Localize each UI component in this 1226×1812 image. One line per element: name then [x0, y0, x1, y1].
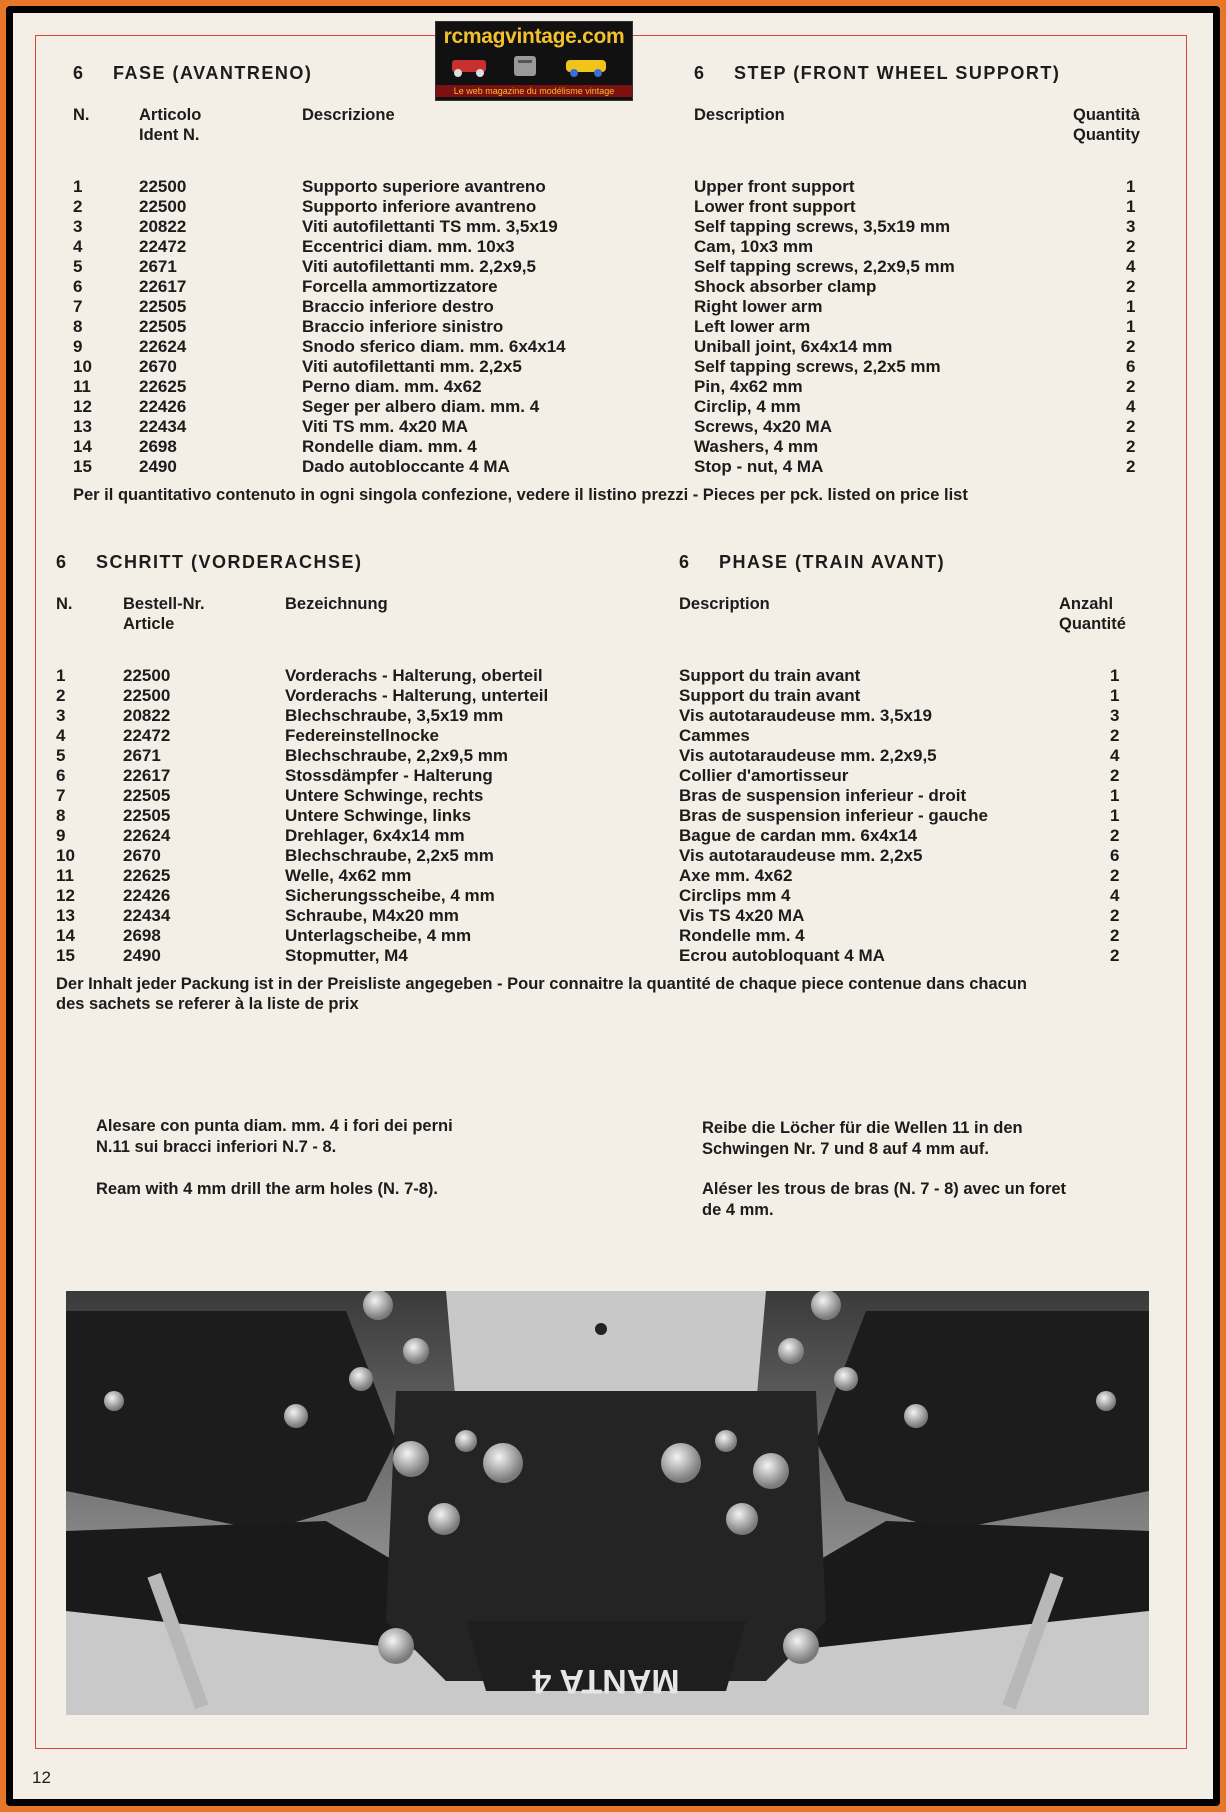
- de-col-desc: Bezeichnung: [285, 595, 388, 613]
- row-desc-de: Vorderachs - Halterung, oberteil: [285, 666, 543, 685]
- row-qty: 2: [1110, 946, 1120, 965]
- row-number: 10: [56, 846, 75, 865]
- row-desc-de: Blechschraube, 2,2x5 mm: [285, 846, 494, 865]
- row-article: 22500: [139, 177, 187, 196]
- chassis-photo: [66, 1291, 1149, 1715]
- row-qty: 2: [1126, 457, 1136, 476]
- row-article: 2670: [123, 846, 161, 865]
- row-desc-fr: Circlips mm 4: [679, 886, 791, 905]
- it-col-n: N.: [73, 106, 90, 124]
- row-desc-de: Welle, 4x62 mm: [285, 866, 412, 885]
- row-qty: 1: [1126, 197, 1136, 216]
- row-qty: 2: [1126, 437, 1136, 456]
- row-number: 4: [73, 237, 83, 256]
- row-number: 13: [73, 417, 92, 436]
- row-number: 1: [73, 177, 83, 196]
- row-desc-en: Uniball joint, 6x4x14 mm: [694, 337, 893, 356]
- row-number: 9: [73, 337, 83, 356]
- row-article: 2490: [123, 946, 161, 965]
- row-qty: 1: [1126, 297, 1136, 316]
- row-desc-en: Circlip, 4 mm: [694, 397, 801, 416]
- row-desc-en: Upper front support: [694, 177, 855, 196]
- row-number: 15: [73, 457, 92, 476]
- row-article: 22624: [123, 826, 171, 845]
- instruction-de: Reibe die Löcher für die Wellen 11 in den Schwingen Nr. 7 und 8 auf 4 mm auf.: [702, 1119, 1023, 1158]
- row-article: 22505: [123, 806, 171, 825]
- row-qty: 2: [1110, 926, 1120, 945]
- row-desc-en: Washers, 4 mm: [694, 437, 819, 456]
- row-article: 22617: [139, 277, 187, 296]
- it-col-desc: Descrizione: [302, 106, 395, 124]
- row-qty: 3: [1110, 706, 1120, 725]
- row-qty: 2: [1126, 277, 1136, 296]
- row-desc-it: Eccentrici diam. mm. 10x3: [302, 237, 515, 256]
- row-desc-fr: Collier d'amortisseur: [679, 766, 849, 785]
- row-qty: 2: [1110, 726, 1120, 745]
- row-desc-de: Schraube, M4x20 mm: [285, 906, 459, 925]
- row-article: 2671: [123, 746, 161, 765]
- row-desc-de: Stossdämpfer - Halterung: [285, 766, 493, 785]
- site-logo: [435, 21, 633, 101]
- row-qty: 1: [1126, 317, 1136, 336]
- row-qty: 6: [1110, 846, 1120, 865]
- row-article: 22434: [123, 906, 171, 925]
- manual-page: [13, 13, 1213, 1799]
- row-qty: 4: [1126, 257, 1136, 276]
- row-number: 8: [56, 806, 66, 825]
- row-desc-it: Viti autofilettanti mm. 2,2x5: [302, 357, 522, 376]
- row-desc-de: Untere Schwinge, links: [285, 806, 472, 825]
- it-col-article: Articolo Ident N.: [139, 106, 202, 144]
- de-fr-note: Der Inhalt jeder Packung ist in der Preisliste angegeben - Pour connaitre la quantité de chaque piece contenue dans chacun des sachets se referer à la liste de prix: [56, 975, 1027, 1013]
- row-desc-en: Left lower arm: [694, 317, 811, 336]
- row-qty: 1: [1110, 806, 1120, 825]
- row-number: 11: [73, 377, 91, 396]
- de-col-n: N.: [56, 595, 73, 613]
- row-desc-de: Vorderachs - Halterung, unterteil: [285, 686, 549, 705]
- row-desc-it: Braccio inferiore sinistro: [302, 317, 504, 336]
- row-desc-de: Blechschraube, 3,5x19 mm: [285, 706, 504, 725]
- row-desc-fr: Support du train avant: [679, 666, 861, 685]
- row-article: 2670: [139, 357, 177, 376]
- row-desc-de: Untere Schwinge, rechts: [285, 786, 484, 805]
- row-article: 22500: [123, 666, 171, 685]
- row-qty: 2: [1110, 906, 1120, 925]
- row-desc-it: Supporto superiore avantreno: [302, 177, 546, 196]
- row-desc-fr: Cammes: [679, 726, 750, 745]
- row-desc-de: Blechschraube, 2,2x9,5 mm: [285, 746, 509, 765]
- de-step-title: SCHRITT (VORDERACHSE): [96, 552, 363, 572]
- chassis-plate-text: MANTA 4: [532, 1662, 680, 1700]
- row-desc-fr: Bras de suspension inferieur - gauche: [679, 806, 988, 825]
- row-qty: 1: [1110, 666, 1120, 685]
- row-qty: 2: [1110, 866, 1120, 885]
- row-desc-de: Drehlager, 6x4x14 mm: [285, 826, 465, 845]
- row-qty: 1: [1110, 786, 1120, 805]
- row-qty: 4: [1110, 746, 1120, 765]
- row-article: 22625: [139, 377, 187, 396]
- row-desc-fr: Vis autotaraudeuse mm. 2,2x5: [679, 846, 923, 865]
- logo-tagline: Le web magazine du modélisme vintage: [436, 85, 632, 97]
- de-col-article: Bestell-Nr. Article: [123, 595, 205, 633]
- row-number: 12: [56, 886, 75, 905]
- fr-col-qty: Anzahl Quantité: [1059, 595, 1126, 633]
- fr-col-desc: Description: [679, 595, 770, 613]
- row-qty: 2: [1110, 826, 1120, 845]
- row-desc-fr: Ecrou autobloquant 4 MA: [679, 946, 885, 965]
- row-desc-fr: Rondelle mm. 4: [679, 926, 805, 945]
- row-desc-fr: Bague de cardan mm. 6x4x14: [679, 826, 918, 845]
- row-number: 11: [56, 866, 74, 885]
- row-number: 5: [56, 746, 66, 765]
- row-article: 22505: [139, 317, 187, 336]
- row-qty: 4: [1126, 397, 1136, 416]
- row-article: 22472: [139, 237, 187, 256]
- row-number: 3: [56, 706, 66, 725]
- row-desc-fr: Bras de suspension inferieur - droit: [679, 786, 967, 805]
- row-number: 6: [73, 277, 83, 296]
- row-qty: 4: [1110, 886, 1120, 905]
- row-number: 4: [56, 726, 66, 745]
- row-desc-it: Seger per albero diam. mm. 4: [302, 397, 540, 416]
- row-number: 8: [73, 317, 83, 336]
- en-col-qty: Quantità Quantity: [1073, 106, 1140, 144]
- row-desc-en: Right lower arm: [694, 297, 823, 316]
- de-step-number: 6: [56, 552, 67, 572]
- row-qty: 3: [1126, 217, 1136, 236]
- row-article: 22472: [123, 726, 171, 745]
- row-desc-fr: Support du train avant: [679, 686, 861, 705]
- row-article: 22617: [123, 766, 171, 785]
- it-step-title: FASE (AVANTRENO): [113, 63, 313, 83]
- instruction-en: Ream with 4 mm drill the arm holes (N. 7-8).: [96, 1180, 438, 1198]
- page-number: 12: [32, 1768, 51, 1787]
- row-number: 10: [73, 357, 92, 376]
- row-desc-it: Viti autofilettanti mm. 2,2x9,5: [302, 257, 536, 276]
- it-step-number: 6: [73, 63, 84, 83]
- en-step-title: STEP (FRONT WHEEL SUPPORT): [734, 63, 1061, 83]
- row-desc-de: Federeinstellnocke: [285, 726, 440, 745]
- row-article: 2490: [139, 457, 177, 476]
- row-desc-de: Unterlagscheibe, 4 mm: [285, 926, 472, 945]
- row-article: 2698: [139, 437, 177, 456]
- row-article: 22434: [139, 417, 187, 436]
- row-number: 3: [73, 217, 83, 236]
- instruction-fr: Aléser les trous de bras (N. 7 - 8) avec un foret de 4 mm.: [702, 1180, 1067, 1219]
- row-desc-it: Viti TS mm. 4x20 MA: [302, 417, 468, 436]
- row-number: 13: [56, 906, 75, 925]
- row-desc-en: Stop - nut, 4 MA: [694, 457, 824, 476]
- logo-cars-icon: [448, 54, 620, 78]
- row-article: 22505: [123, 786, 171, 805]
- row-qty: 2: [1126, 417, 1136, 436]
- row-desc-en: Cam, 10x3 mm: [694, 237, 814, 256]
- row-qty: 2: [1110, 766, 1120, 785]
- row-desc-it: Dado autobloccante 4 MA: [302, 457, 510, 476]
- row-desc-de: Stopmutter, M4: [285, 946, 408, 965]
- chassis-illustration: [66, 1291, 1149, 1715]
- row-desc-it: Braccio inferiore destro: [302, 297, 494, 316]
- row-qty: 2: [1126, 377, 1136, 396]
- row-number: 1: [56, 666, 66, 685]
- row-desc-it: Forcella ammortizzatore: [302, 277, 498, 296]
- row-number: 5: [73, 257, 83, 276]
- row-number: 2: [73, 197, 83, 216]
- row-article: 22426: [123, 886, 171, 905]
- row-qty: 1: [1110, 686, 1120, 705]
- row-desc-fr: Vis TS 4x20 MA: [679, 906, 805, 925]
- row-desc-fr: Axe mm. 4x62: [679, 866, 793, 885]
- row-article: 20822: [139, 217, 187, 236]
- row-desc-fr: Vis autotaraudeuse mm. 3,5x19: [679, 706, 932, 725]
- row-article: 22500: [123, 686, 171, 705]
- row-desc-en: Self tapping screws, 3,5x19 mm: [694, 217, 951, 236]
- row-desc-en: Self tapping screws, 2,2x5 mm: [694, 357, 941, 376]
- row-article: 22625: [123, 866, 171, 885]
- row-desc-en: Lower front support: [694, 197, 856, 216]
- row-desc-it: Viti autofilettanti TS mm. 3,5x19: [302, 217, 558, 236]
- fr-step-number: 6: [679, 552, 690, 572]
- logo-brand: rcmagvintage.com: [443, 25, 625, 48]
- row-qty: 2: [1126, 337, 1136, 356]
- row-number: 15: [56, 946, 75, 965]
- row-number: 7: [73, 297, 83, 316]
- en-col-desc: Description: [694, 106, 785, 124]
- row-desc-it: Perno diam. mm. 4x62: [302, 377, 482, 396]
- en-step-number: 6: [694, 63, 705, 83]
- row-article: 2698: [123, 926, 161, 945]
- it-en-note: Per il quantitativo contenuto in ogni singola confezione, vedere il listino prezzi - Pieces per pck. listed on price list: [73, 486, 968, 504]
- row-number: 2: [56, 686, 66, 705]
- row-number: 12: [73, 397, 92, 416]
- row-desc-it: Rondelle diam. mm. 4: [302, 437, 477, 456]
- row-qty: 6: [1126, 357, 1136, 376]
- fr-step-title: PHASE (TRAIN AVANT): [719, 552, 946, 572]
- row-article: 2671: [139, 257, 177, 276]
- row-desc-de: Sicherungsscheibe, 4 mm: [285, 886, 495, 905]
- row-number: 6: [56, 766, 66, 785]
- row-desc-it: Snodo sferico diam. mm. 6x4x14: [302, 337, 566, 356]
- row-number: 14: [73, 437, 92, 456]
- row-desc-en: Self tapping screws, 2,2x9,5 mm: [694, 257, 955, 276]
- instruction-it: Alesare con punta diam. mm. 4 i fori dei perni N.11 sui bracci inferiori N.7 - 8.: [96, 1117, 453, 1156]
- row-desc-en: Screws, 4x20 MA: [694, 417, 832, 436]
- row-article: 22624: [139, 337, 187, 356]
- row-article: 22500: [139, 197, 187, 216]
- row-desc-en: Pin, 4x62 mm: [694, 377, 803, 396]
- row-article: 22505: [139, 297, 187, 316]
- row-article: 20822: [123, 706, 171, 725]
- row-number: 9: [56, 826, 66, 845]
- row-desc-en: Shock absorber clamp: [694, 277, 877, 296]
- row-number: 14: [56, 926, 75, 945]
- row-article: 22426: [139, 397, 187, 416]
- row-desc-fr: Vis autotaraudeuse mm. 2,2x9,5: [679, 746, 937, 765]
- row-number: 7: [56, 786, 66, 805]
- row-desc-it: Supporto inferiore avantreno: [302, 197, 537, 216]
- row-qty: 1: [1126, 177, 1136, 196]
- row-qty: 2: [1126, 237, 1136, 256]
